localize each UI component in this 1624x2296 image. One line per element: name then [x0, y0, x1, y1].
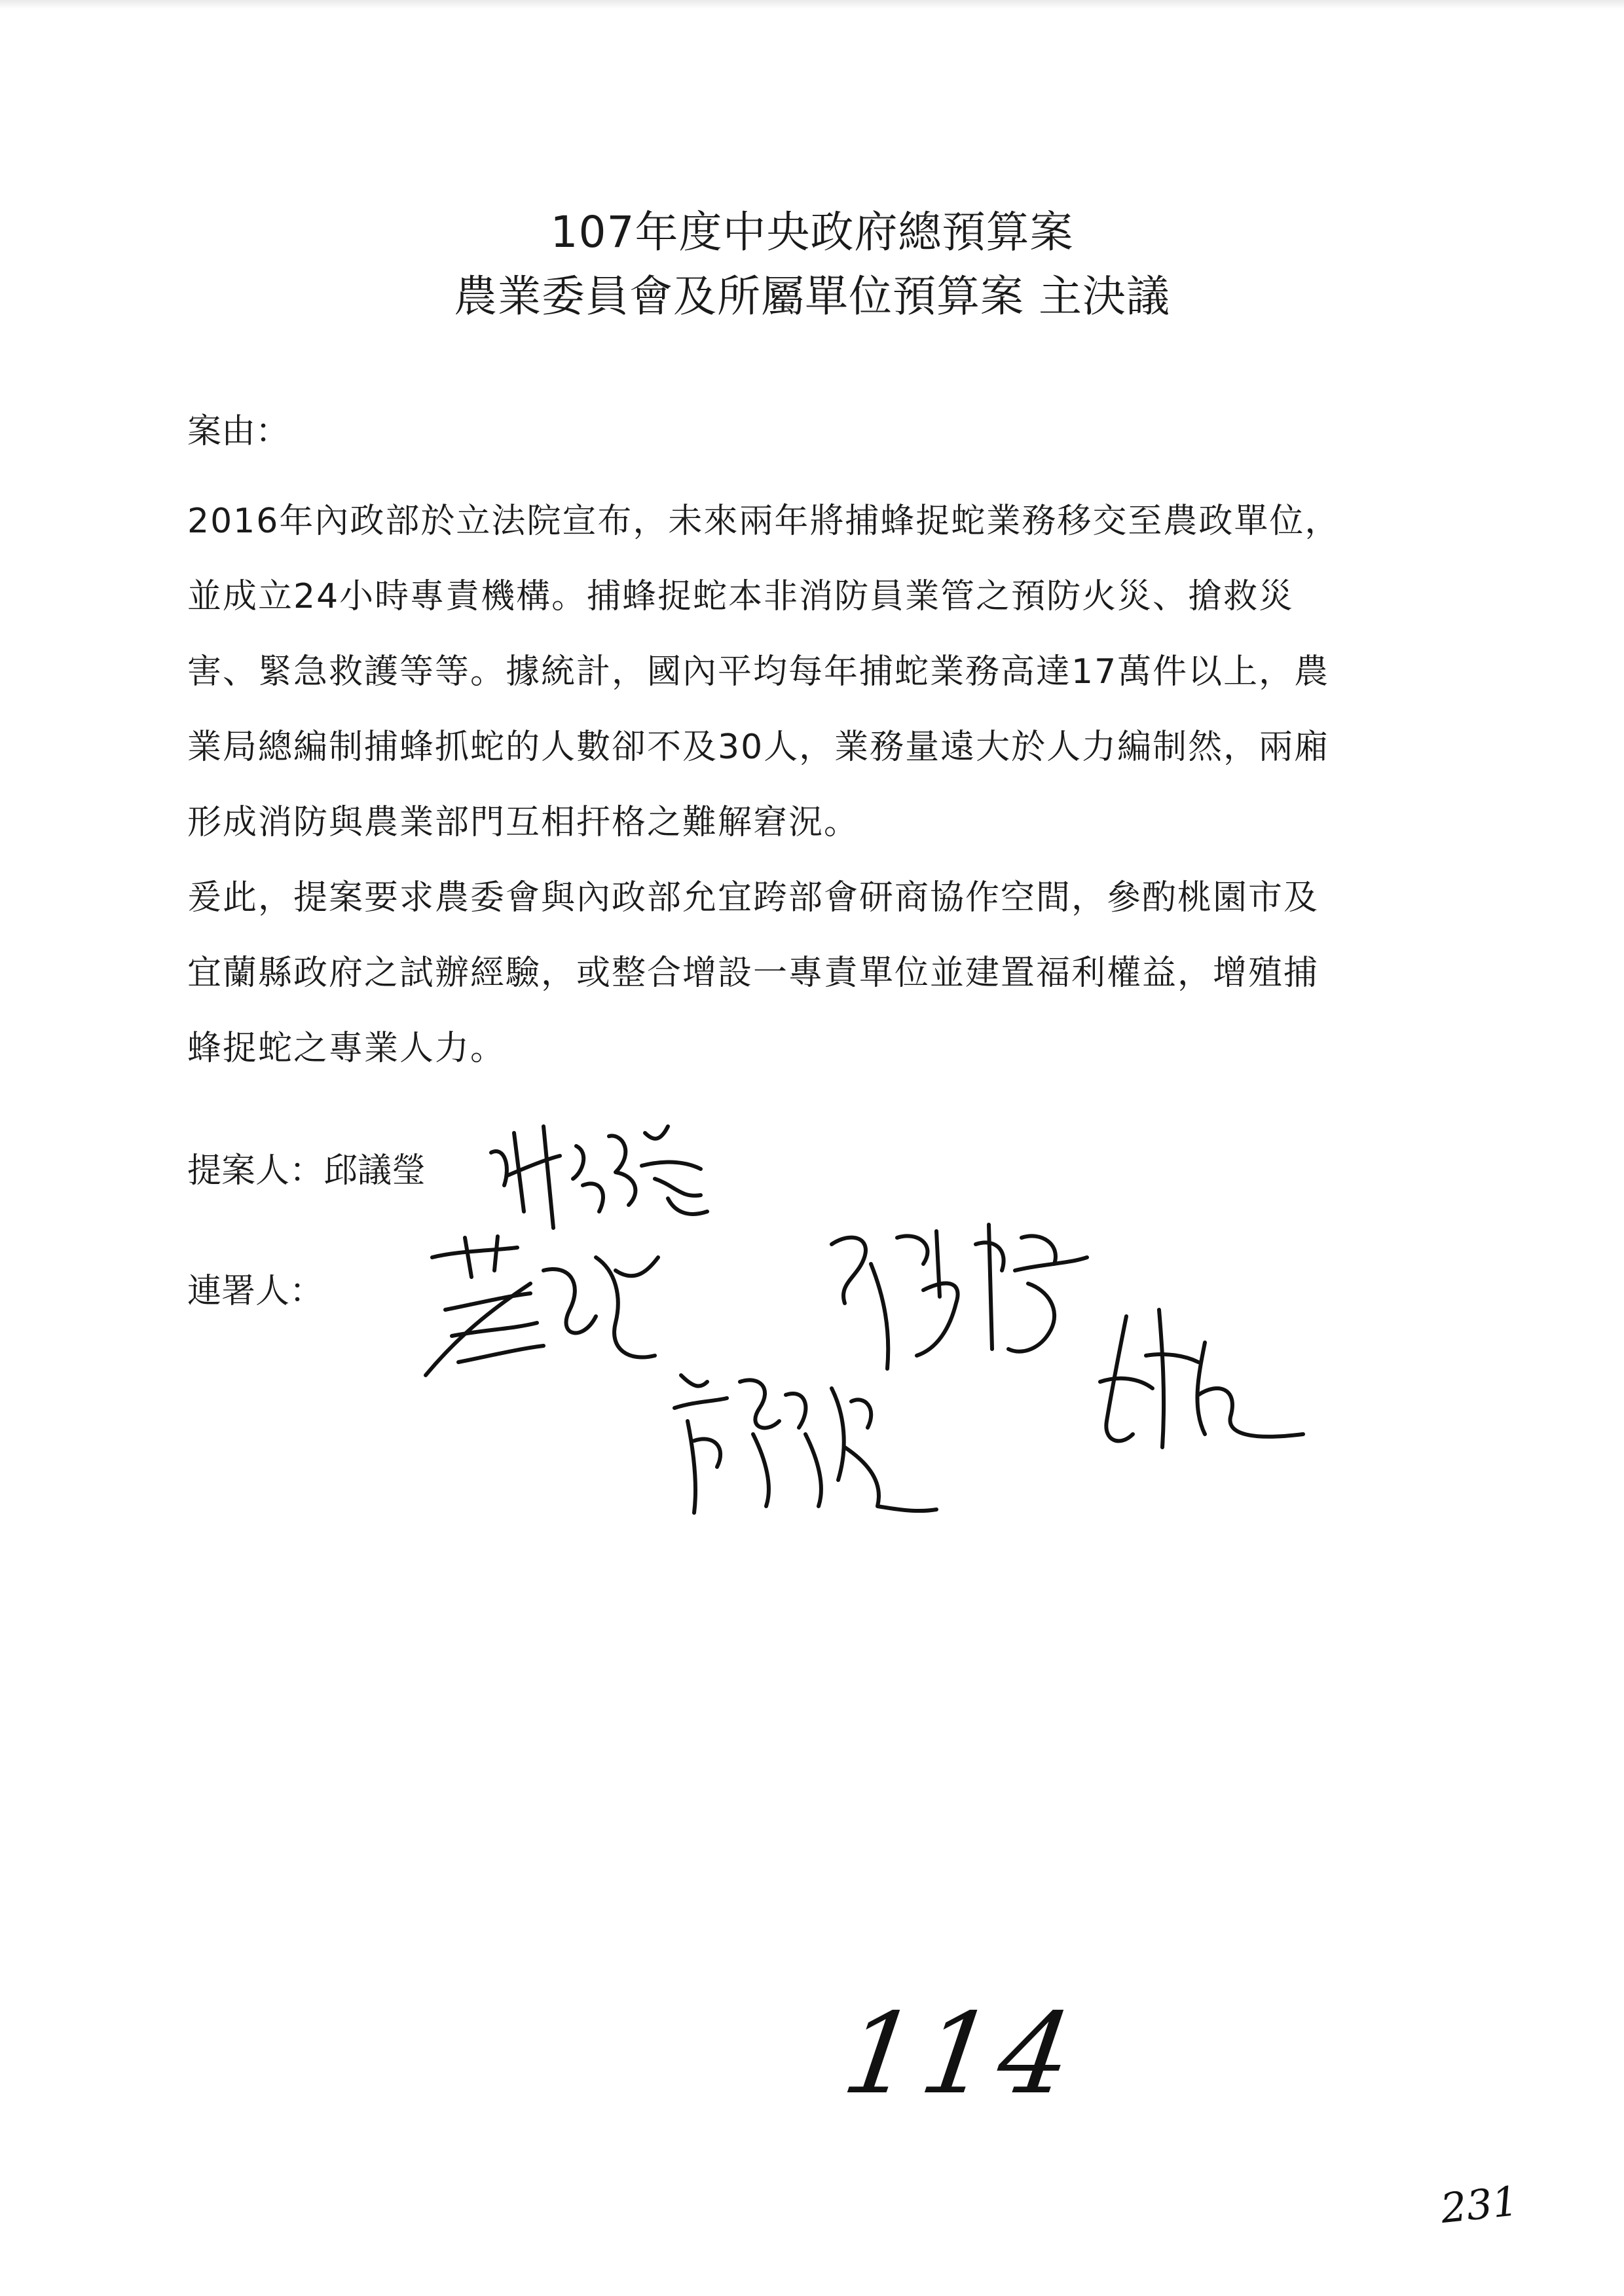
cosigner-signature — [419, 1231, 668, 1401]
proposer-label: 提案人：邱議瑩 — [187, 1151, 426, 1191]
handwritten-page-number: 114 — [836, 1990, 1086, 2119]
cosigner-label: 連署人： — [187, 1272, 324, 1311]
scan-edge — [0, 0, 1624, 9]
proposer-signature — [485, 1113, 720, 1244]
document-title-line-1: 107年度中央政府總預算案 — [550, 207, 1074, 257]
body-paragraph-line: 宜蘭縣政府之試辦經驗，或整合增設一專責單位並建置福利權益，增殖捕 — [187, 954, 1320, 993]
body-paragraph-line: 害、緊急救護等等。據統計，國內平均每年捕蛇業務高達17萬件以上，農 — [187, 652, 1330, 692]
cosigner-signature — [1087, 1303, 1310, 1460]
body-paragraph-line: 蜂捉蛇之專業人力。 — [187, 1029, 506, 1068]
body-paragraph-line: 業局總編制捕蜂抓蛇的人數卻不及30人，業務量遠大於人力編制然，兩廂 — [187, 728, 1330, 767]
case-reason-label: 案由： — [187, 412, 290, 451]
cosigner-signature — [668, 1362, 943, 1519]
body-paragraph-line: 形成消防與農業部門互相扞格之難解窘況。 — [187, 803, 860, 842]
document-title-line-2: 農業委員會及所屬單位預算案 主決議 — [454, 271, 1170, 322]
handwritten-corner-number: 231 — [1438, 2177, 1521, 2232]
body-paragraph-line: 2016年內政部於立法院宣布，未來兩年將捕蜂捉蛇業務移交至農政單位， — [187, 502, 1340, 541]
body-paragraph-line: 並成立24小時專責機構。捕蜂捉蛇本非消防員業管之預防火災、搶救災 — [187, 577, 1295, 616]
body-paragraph-line: 爰此，提案要求農委會與內政部允宜跨部會研商協作空間，參酌桃園市及 — [187, 878, 1320, 917]
